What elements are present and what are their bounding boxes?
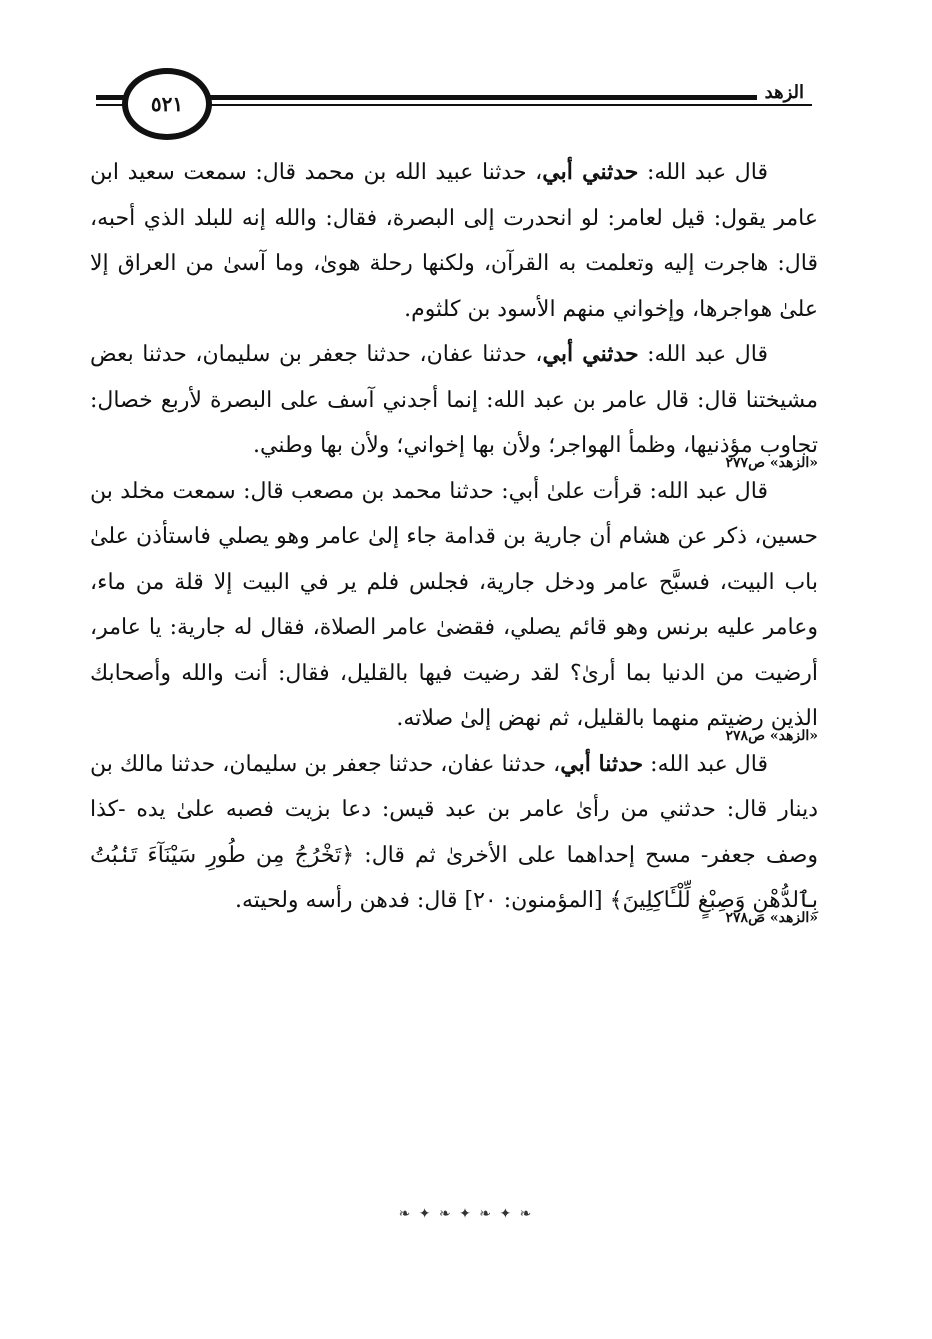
page-header [0, 60, 932, 150]
paragraph-text: ، حدثنا عفان، حدثنا جعفر بن سليمان، حدثنا مالك بن دينار قال: حدثني من رأىٰ عامر بن عبد قيس: دعا بزيت فصبه علىٰ يده -كذا وصف جعفر- مسح إحداهما على الأخرىٰ ثم قال: ﴿تَخْرُجُ مِن طُورِ سَيْنَآءَ تَنۢبُتُ بِٱلدُّهْنِ وَصِبْغٍ لِّلْـَٔاكِلِينَ﴾ [المؤمنون: ٢٠] قال: فدهن رأسه ولحيته. [90, 751, 818, 913]
paragraph-text: ، حدثنا عفان، حدثنا جعفر بن سليمان، حدثنا بعض مشيختنا قال: قال عامر بن عبد الله: إنما أجدني آسف على البصرة لأربع خصال: تجاوب مؤذنيها، وظمأ الهواجر؛ ولأن بها إخواني؛ ولأن بها وطني. [90, 342, 819, 458]
page-number-badge [122, 68, 212, 140]
paragraph-lead: قال عبد الله: [642, 478, 768, 504]
paragraph-bold: حدثنا أبي [560, 750, 644, 777]
paragraph-3 [90, 469, 818, 742]
paragraph-lead: قال عبد الله: [638, 160, 768, 185]
paragraph-text: قرأت علىٰ أبي: حدثنا محمد بن مصعب قال: سمعت مخلد بن حسين، ذكر عن هشام أن جارية بن قدامة جاء إلىٰ عامر وهو يصلي فاستأذن علىٰ باب البيت، فسبَّح عامر ودخل جارية، فجلس فلم ير في البيت إلا قلة من ماء، وعامر عليه برنس وهو قائم يصلي، فقضىٰ عامر الصلاة، فقال له جارية: يا عامر، أرضيت من الدنيا بما أرىٰ؟ لقد رضيت فيها بالقليل، فقال: أنت والله وأصحابك الذين رضيتم منهما بالقليل، ثم نهض إلىٰ صلاته. [90, 478, 818, 731]
paragraph-1 [90, 150, 818, 332]
footer-ornament: ❧ ✦ ❧ ✦ ❧ ✦ ❧ [398, 1206, 534, 1222]
paragraph-bold: حدثني أبي [542, 159, 639, 185]
running-title: الزهد [757, 82, 812, 103]
page-number: ٥٢١ [150, 92, 184, 116]
paragraph-text: ، حدثنا عبيد الله بن محمد قال: سمعت سعيد ابن عامر يقول: قيل لعامر: لو انحدرت إلى البصرة، فقال: والله إنه للبلد الذي أحبه، قال: هاجرت إليه وتعلمت به القرآن، ولكنها رحلة هوىٰ، وما آسىٰ من العراق إلا علىٰ هواجرها، وإخواني منهم الأسود بن كلثوم. [90, 160, 818, 322]
paragraph-2 [90, 332, 818, 469]
page-body: قال عبد الله: حدثني أبي، حدثنا عبيد الله بن محمد قال: سمعت سعيد ابن عامر يقول: قيل لعامر: لو انحدرت إلى البصرة، فقال: والله إنه للبلد الذي أحبه، قال: هاجرت إليه وتعلمت به القرآن، ولكنها رحلة هوىٰ، وما آسىٰ من العراق إلا علىٰ هواجرها، وإخواني منهم الأسود بن كلثوم. قال عبد الله: حدثني أبي، حدثنا عفان، حدثنا جعفر بن سليمان، حدثنا بعض مشيختنا قال: قال عامر بن عبد الله: إنما أجدني آسف على البصرة لأربع خصال: تجاوب مؤذنيها، وظمأ الهواجر؛ ولأن بها إخواني؛ ولأن بها وطني. «الزهد» ص٢٧٧ قال عبد الله: قرأت علىٰ أبي: حدثنا محمد بن مصعب قال: سمعت مخلد بن حسين، ذكر عن هشام أن جارية بن قدامة جاء إلىٰ عامر وهو يصلي فاستأذن علىٰ باب البيت، فسبَّح عامر ودخل جارية، فجلس فلم ير في البيت إلا قلة من ماء، وعامر عليه برنس وهو قائم يصلي، فقضىٰ عامر الصلاة، فقال له جارية: يا عامر، أرضيت من الدنيا بما أرىٰ؟ لقد رضيت فيها بالقليل، فقال: أنت والله وأصحابك الذين رضيتم منهما بالقليل، ثم نهض إلىٰ صلاته. «الزهد» ص٢٧٨ قال عبد الله: حدثنا أبي، حدثنا عفان، حدثنا جعفر بن سليمان، حدثنا مالك بن دينار قال: حدثني من رأىٰ عامر بن عبد قيس: دعا بزيت فصبه علىٰ يده -كذا وصف جعفر- مسح إحداهما على الأخرىٰ ثم قال: ﴿تَخْرُجُ مِن طُورِ سَيْنَآءَ تَنۢبُتُ بِٱلدُّهْنِ وَصِبْغٍ لِّلْـَٔاكِلِينَ﴾ [المؤمنون: ٢٠] قال: فدهن رأسه ولحيته. «الزهد» ص٢٧٨ [90, 150, 818, 924]
paragraph-bold: حدثني أبي [542, 341, 639, 367]
paragraph-lead: قال عبد الله: [643, 751, 769, 777]
paragraph-lead: قال عبد الله: [638, 342, 768, 367]
paragraph-4 [90, 742, 818, 924]
